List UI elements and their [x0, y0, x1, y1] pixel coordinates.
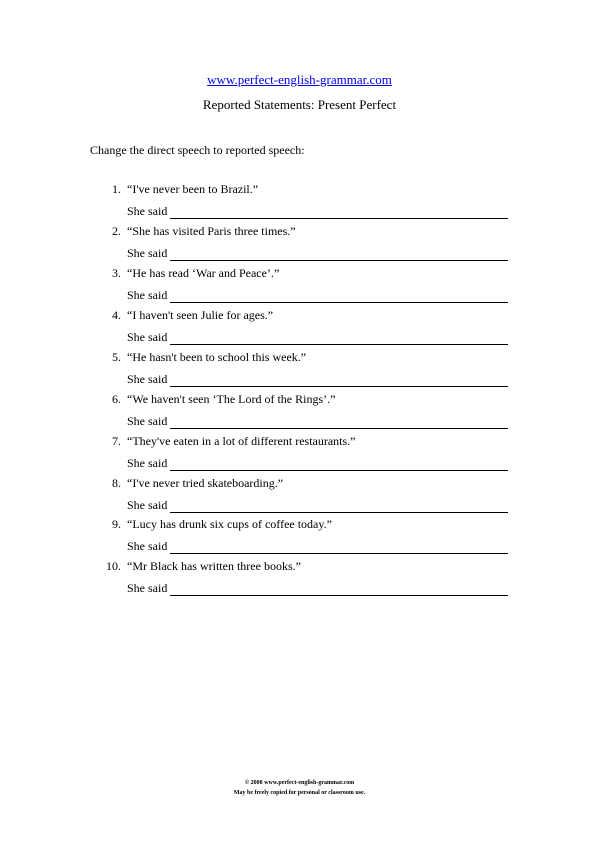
footer-copyright: © 2008 www.perfect-english-grammar.com [244, 780, 355, 786]
question-item [0, 266, 599, 308]
question-number: 4. [112, 308, 121, 322]
question-text: “I haven't seen Julie for ages.” [127, 308, 274, 322]
question-number: 1. [112, 182, 121, 196]
question-number: 7. [112, 434, 121, 448]
question-number: 3. [112, 266, 121, 280]
question-text: “They've eaten in a lot of different restaurants.” [127, 434, 356, 448]
answer-line[interactable] [170, 302, 508, 303]
answer-line[interactable] [170, 595, 508, 596]
question-text: “She has visited Paris three times.” [127, 224, 296, 238]
question-number: 8. [112, 476, 121, 490]
answer-line[interactable] [170, 386, 508, 387]
question-number: 5. [112, 350, 121, 364]
she-said-label: She said [127, 414, 168, 428]
question-item [0, 224, 599, 266]
question-item [0, 350, 599, 392]
she-said-label: She said [127, 330, 168, 344]
question-number: 6. [112, 392, 121, 406]
site-link[interactable]: www.perfect-english-grammar.com [207, 72, 392, 87]
question-text: “I've never tried skateboarding.” [127, 476, 284, 490]
question-item [0, 182, 599, 224]
question-text: “We haven't seen ‘The Lord of the Rings’.” [127, 392, 336, 406]
question-text: “He hasn't been to school this week.” [127, 350, 307, 364]
she-said-label: She said [127, 288, 168, 302]
question-item [0, 559, 599, 601]
page-title: Reported Statements: Present Perfect [202, 97, 397, 112]
answer-line[interactable] [170, 553, 508, 554]
answer-line[interactable] [170, 470, 508, 471]
question-item [0, 392, 599, 434]
she-said-label: She said [127, 246, 168, 260]
she-said-label: She said [127, 372, 168, 386]
question-text: “He has read ‘War and Peace’.” [127, 266, 280, 280]
answer-line[interactable] [170, 260, 508, 261]
question-text: “Mr Black has written three books.” [127, 559, 301, 573]
she-said-label: She said [127, 204, 168, 218]
she-said-label: She said [127, 498, 168, 512]
answer-line[interactable] [170, 512, 508, 513]
question-number: 9. [112, 517, 121, 531]
answer-line[interactable] [170, 344, 508, 345]
footer-usage-note: May be freely copied for personal or classroom use. [233, 790, 366, 796]
answer-line[interactable] [170, 428, 508, 429]
she-said-label: She said [127, 539, 168, 553]
she-said-label: She said [127, 456, 168, 470]
instruction: Change the direct speech to reported speech: [90, 143, 305, 157]
question-number: 2. [112, 224, 121, 238]
question-item [0, 308, 599, 350]
question-item [0, 434, 599, 476]
answer-line[interactable] [170, 218, 508, 219]
question-text: “Lucy has drunk six cups of coffee today.” [127, 517, 332, 531]
question-item [0, 476, 599, 518]
question-number: 10. [106, 559, 121, 573]
question-text: “I've never been to Brazil.” [127, 182, 259, 196]
she-said-label: She said [127, 581, 168, 595]
question-item [0, 517, 599, 559]
